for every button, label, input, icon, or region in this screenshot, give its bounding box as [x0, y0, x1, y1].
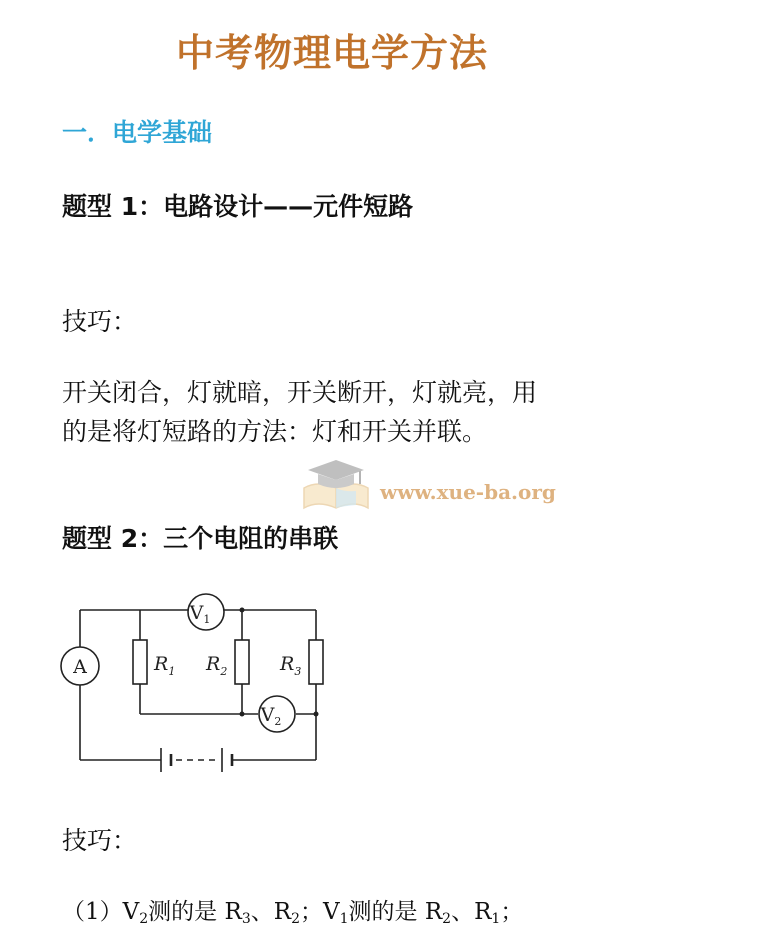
- graduation-cap-book-icon: [298, 458, 374, 518]
- question-type-1-heading: 题型 1：电路设计——元件短路: [62, 192, 414, 221]
- ammeter-label: A: [73, 656, 87, 678]
- section-heading-electric-basics: 一．电学基础: [62, 118, 213, 147]
- question-2-tip-line-1: $(1)V_2$测的是 $R_3$、$R_2$；$V_1$测的是 $R_2$、$R_1$；: [62, 899, 524, 927]
- question-2-tip-label: 技巧：: [62, 826, 138, 855]
- r3-label: $R_3$: [280, 653, 302, 678]
- question-1-tip-label: 技巧：: [62, 307, 138, 336]
- page-title: 中考物理电学方法: [176, 31, 489, 75]
- junction-bottom-right: [314, 712, 319, 717]
- resistor-r2: [235, 640, 249, 684]
- r2-label: $R_2$: [206, 653, 228, 678]
- watermark-url: www.xue-ba.org: [380, 480, 556, 504]
- v2-label: $V_2$: [260, 704, 282, 728]
- question-type-2-heading: 题型 2：三个电阻的串联: [62, 524, 339, 553]
- resistor-r1: [133, 640, 147, 684]
- question-1-tip-line-2: 的是将灯短路的方法：灯和开关并联。: [62, 417, 488, 446]
- junction-top: [240, 608, 245, 613]
- r1-label: $R_1$: [154, 653, 176, 678]
- series-resistor-circuit-diagram: [56, 590, 346, 780]
- v1-label: $V_1$: [189, 602, 211, 626]
- junction-bottom-middle: [240, 712, 245, 717]
- resistor-r3: [309, 640, 323, 684]
- question-1-tip-line-1: 开关闭合，灯就暗，开关断开，灯就亮，用: [62, 378, 538, 407]
